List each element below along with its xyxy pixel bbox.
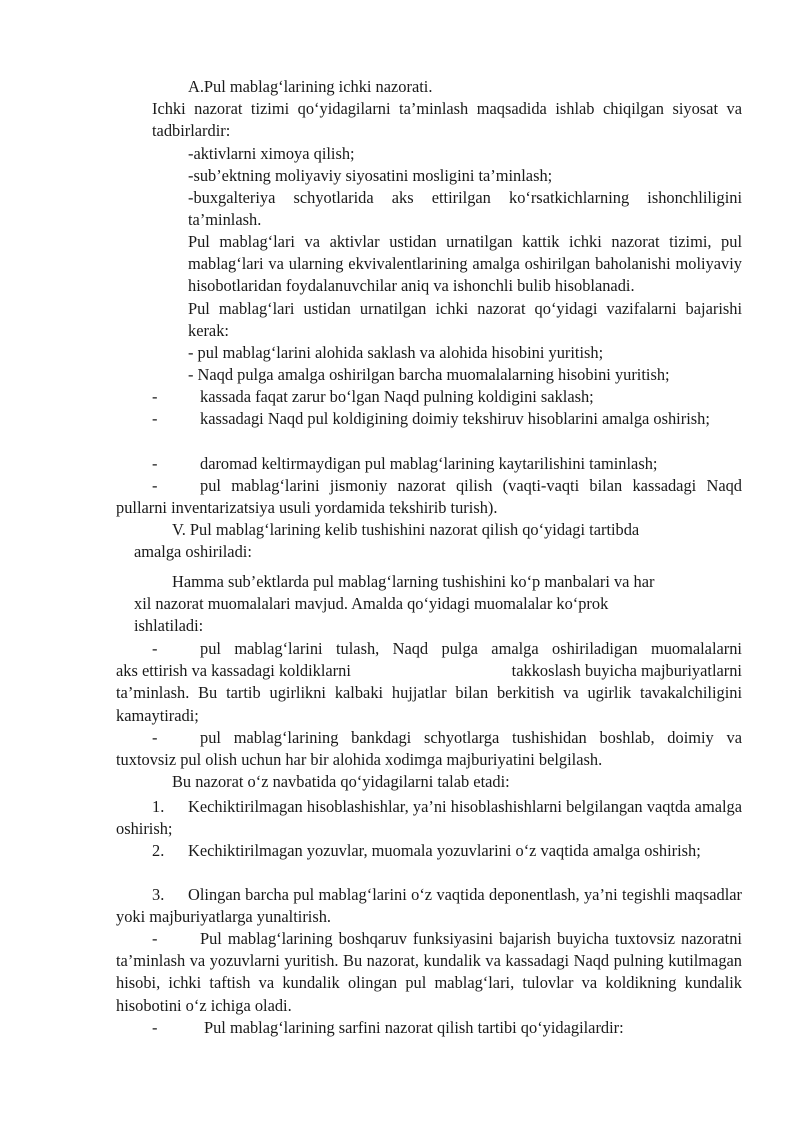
bullet-item-expense-control — [116, 1017, 742, 1039]
bullet-text-line-2b: takkoslash buyicha majburiyatlarni — [511, 661, 742, 681]
bullet-first-line — [116, 638, 742, 660]
list-item-separate-storage: - pul mablag‘larini alohida saklash va alohida hisobini yuritish; — [188, 343, 604, 362]
numbered-item-3 — [116, 884, 742, 928]
section-heading-a: A.Pul mablag‘larining ichki nazorati. — [188, 77, 433, 96]
paragraph-all-subjects-line-2: xil nazorat muomalalari mavjud. Amalda qo‘yidagi muomalalar ko‘prok — [134, 594, 609, 614]
item-text: Kechiktirilmagan yozuvlar, muomala yozuvlarini o‘z vaqtida amalga oshirish; — [188, 841, 701, 860]
paragraph-strict-control: Pul mablag‘lari va aktivlar ustidan urnatilgan kattik ichki nazorat tizimi, pul mablag‘lari va ularning ekvivalentlarining amalga oshirilgan baholanishi moliyaviy hisobotlaridan foydalanuvchilar aniq va ishonchli bulib hisoblanadi. — [188, 232, 742, 296]
list-item-reliability: -buxgalteriya schyotlarida aks ettirilgan ko‘rsatkichlarning ishonchliligini ta’minlash. — [188, 188, 742, 230]
item-number: 1. — [152, 797, 165, 816]
bullet-second-line — [116, 660, 742, 682]
section-heading-v — [134, 519, 724, 563]
item-text: Kechiktirilmagan hisoblashishlar, ya’ni hisoblashishlarni belgilangan vaqtda amalga oshirish; — [116, 797, 742, 839]
list-item-protect-assets: -aktivlarni ximoya qilish; — [188, 144, 355, 163]
bullet-text: pul mablag‘larini jismoniy nazorat qilish (vaqti-vaqti bilan kassadagi Naqd pullarni inventarizatsiya usuli yordamida tekshirib turish). — [116, 476, 742, 518]
item-number: 3. — [152, 885, 165, 904]
paragraph-all-subjects-line-1: Hamma sub’ektlarda pul mablag‘larning tushishini ko‘p manbalari va har — [172, 572, 655, 591]
bullet-dash: - — [152, 387, 158, 406]
bullet-item-cash-check — [116, 408, 742, 430]
bullet-item-payment — [116, 638, 742, 727]
paragraph-all-subjects — [134, 571, 724, 638]
bullet-dash: - — [152, 454, 158, 473]
bullet-text: kassadagi Naqd pul koldigining doimiy tekshiruv hisoblarini amalga oshirish; — [200, 409, 710, 428]
bullet-text: Pul mablag‘larining boshqaruv funksiyasini bajarish buyicha tuxtovsiz nazoratni ta’minlash va yozuvlarni yuritish. Bu nazorat, kundalik va kassadagi Naqd pulning kutilmagan hisobi, ichki taftish va kundalik olingan pul mablag‘lari, tulovlar va koldikning kundalik hisobotini o‘z ichiga oladi. — [116, 929, 742, 1015]
item-number: 2. — [152, 841, 165, 860]
bullet-item-physical-control — [116, 475, 742, 519]
paragraph-internal-control-definition: Ichki nazorat tizimi qo‘yidagilarni ta’minlash maqsadida ishlab chiqilgan siyosat va tadbirlardir: — [152, 99, 742, 141]
bullet-item-continuous-control — [116, 928, 742, 1017]
list-item-cash-operations: - Naqd pulga amalga oshirilgan barcha muomalalarning hisobini yuritish; — [188, 365, 670, 384]
paragraph-all-subjects-line-3: ishlatiladi: — [134, 616, 204, 636]
section-heading-v-line-1: V. Pul mablag‘larining kelib tushishini nazorat qilish qo‘yidagi tartibda — [172, 520, 640, 539]
section-heading-v-line-2: amalga oshiriladi: — [134, 542, 252, 562]
bullet-text-line-1: pul mablag‘larini tulash, Naqd pulga amalga oshiriladigan muomalalarni — [200, 639, 742, 658]
list-item-financial-policy: -sub’ektning moliyaviy siyosatini mosligini ta’minlash; — [188, 166, 553, 185]
bullet-dash: - — [152, 639, 158, 658]
item-text: Olingan barcha pul mablag‘larini o‘z vaqtida deponentlash, ya’ni tegishli maqsadlar yoki majburiyatlarga yunaltirish. — [116, 885, 742, 927]
numbered-item-2 — [116, 840, 742, 862]
bullet-dash: - — [152, 476, 158, 495]
bullet-dash: - — [152, 409, 158, 428]
bullet-text: Pul mablag‘larining sarfini nazorat qilish tartibi qo‘yidagilardir: — [204, 1018, 624, 1037]
bullet-text-line-2a: aks ettirish va kassadagi koldiklarni — [116, 661, 351, 681]
paragraph-requirements: Bu nazorat o‘z navbatida qo‘yidagilarni talab etadi: — [172, 772, 510, 791]
bullet-dash: - — [152, 929, 158, 948]
numbered-item-1 — [116, 796, 742, 840]
bullet-item-return — [116, 453, 742, 475]
bullet-item-cash-balance — [116, 386, 742, 408]
bullet-text: daromad keltirmaydigan pul mablag‘larining kaytarilishini taminlash; — [200, 454, 658, 473]
bullet-item-bank-accounts — [116, 727, 742, 771]
bullet-text: pul mablag‘larining bankdagi schyotlarga tushishidan boshlab, doimiy va tuxtovsiz pul olish uchun har bir alohida xodimga majburiyatini belgilash. — [116, 728, 742, 770]
bullet-dash: - — [152, 728, 158, 747]
paragraph-control-tasks: Pul mablag‘lari ustidan urnatilgan ichki nazorat qo‘yidagi vazifalarni bajarishi kerak: — [188, 299, 742, 341]
bullet-dash: - — [152, 1018, 158, 1037]
bullet-text: kassada faqat zarur bo‘lgan Naqd pulning koldigini saklash; — [200, 387, 594, 406]
bullet-text-rest: ta’minlash. Bu tartib ugirlikni kalbaki hujjatlar bilan berkitish va ugirlik tavakalchiligini kamaytiradi; — [116, 683, 742, 725]
